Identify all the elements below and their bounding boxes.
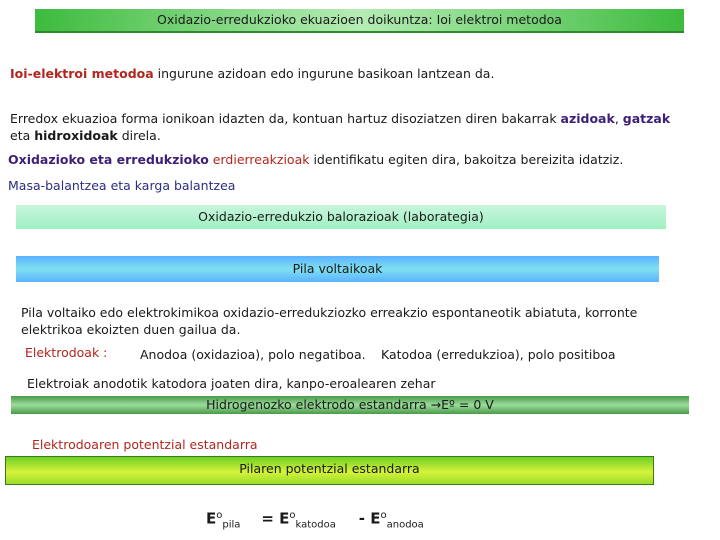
hydrogen-electrode-bar [11,396,689,414]
term-gatzak: gatzak [622,111,671,126]
cell-potential-formula [206,506,424,536]
electron-flow-text: Elektroiak anodotik katodora joaten dira, kanpo-eroalearen zehar [27,376,436,391]
formula-minus-e: - E [358,509,381,528]
redox-text-eta: eta [10,128,35,143]
term-hidroxidoak: hidroxidoak [34,128,118,143]
page-title: Oxidazio-erredukzioko ekuazioen doikuntza: Ioi elektroi metodoa [157,12,562,27]
method-term: Ioi-elektroi metodoa [10,66,154,81]
redox-text-end: direla. [117,128,161,143]
voltaic-cell-title: Pila voltaikoak [292,261,383,276]
half-reactions-text: identifikatu egiten dira, bakoitza bereizita idatziz. [309,152,624,167]
intro-paragraph [10,65,494,82]
redox-paragraph-line2 [10,127,161,144]
formula-sub-pila: pila [222,519,241,531]
balance-heading: Masa-balantzea eta karga balantzea [8,178,236,193]
voltaic-desc-line2: elektrikoa ekoizten duen gailua da. [21,322,241,337]
cell-potential-bar [5,456,654,485]
voltaic-cell-bar [16,256,659,282]
formula-sub-anodoa: anodoa [386,519,424,531]
title-bar [35,9,684,33]
formula-e-pila: E [206,509,217,528]
electrodes-label: Elektrodoak : [25,345,108,360]
formula-deg-1: o [216,510,223,521]
term-azidoak: azidoak [560,111,615,126]
titration-title: Oxidazio-erredukzio balorazioak (laborategia) [198,209,484,224]
comma: , [614,111,623,126]
cathode-text: Katodoa (erredukzioa), polo positiboa [381,347,616,362]
term-erdierreakzioak: erdierreakzioak [208,152,310,167]
redox-text: Erredox ekuazioa forma ionikoan idazten da, kontuan hartuz disoziatzen diren bakarrak [10,111,561,126]
formula-deg-2: o [289,510,296,521]
anode-text: Anodoa (oxidazioa), polo negatiboa. [140,347,366,362]
intro-text: ingurune azidoan edo ingurune basikoan lantzean da. [153,66,495,81]
half-reactions-paragraph [8,151,623,168]
term-oxidazioko-erredukzioko: Oxidazioko eta erredukzioko [8,152,209,167]
voltaic-desc-line1: Pila voltaiko edo elektrokimikoa oxidazio-erredukziozko erreakzio espontaneotik abiatuta, korronte [21,305,638,320]
hydrogen-electrode-title: Hidrogenozko elektrodo estandarra →Eº = 0 V [206,397,494,412]
formula-deg-3: o [380,510,387,521]
formula-equals-e: = E [261,509,290,528]
redox-paragraph-line1 [10,110,670,127]
formula-sub-katodoa: katodoa [295,519,336,531]
titration-bar [16,205,666,229]
electrode-potential-text: Elektrodoaren potentzial estandarra [32,437,258,452]
cell-potential-title: Pilaren potentzial estandarra [239,461,420,476]
